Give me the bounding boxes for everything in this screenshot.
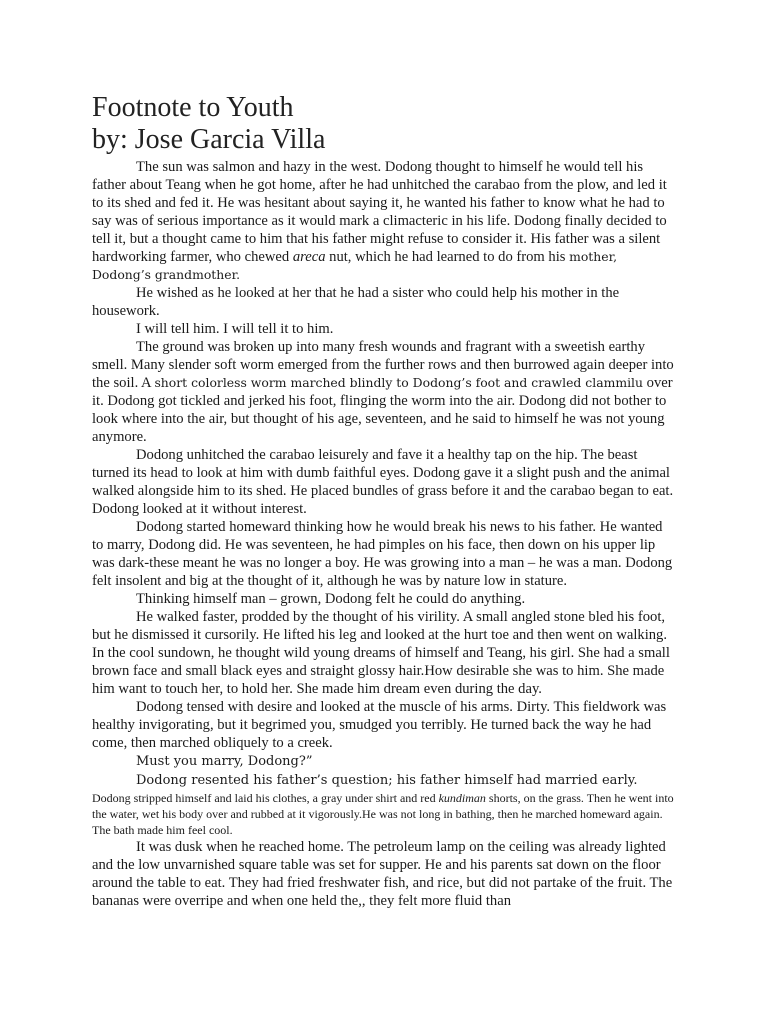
paragraph-9: Dodong tensed with desire and looked at the muscle of his arms. Dirty. This fieldwork was healthy invigorating, but it begrimed you, smudged you terribly. He turned back the way he had come, then marched obliquely to a creek. [92,699,667,751]
document-page [92,92,676,910]
paragraph-10: Must you marry, Dodong?” [136,754,313,769]
title-line-1: Footnote to Youth [92,92,294,123]
paragraph-8: He walked faster, prodded by the thought of his virility. A small angled stone bled his foot, but he dismissed it cursorily. He lifted his leg and looked at the hurt toe and then went on walking. In the cool sundown, he thought wild young dreams of himself and Teang, his girl. She had a small brown face and small black eyes and straight glossy hair.How desirable she was to him. She made him want to touch her, to hold her. She made him dream even during the day. [92,609,670,697]
title-line-2-author: by: Jose Garcia Villa [92,124,326,155]
italic-word: areca [292,249,326,265]
document-title [92,92,676,156]
italic-word: kundiman [438,791,486,805]
story-body [92,158,676,910]
paragraph-11: Dodong resented his father’s question; his father himself had married early. [136,773,638,788]
paragraph-7: Thinking himself man – grown, Dodong felt he could do anything. [136,591,526,607]
paragraph-13: It was dusk when he reached home. The petroleum lamp on the ceiling was already lighted and the low unvarnished square table was set for supper. He and his parents sat down on the floor around the table to eat. They had fried freshwater fish, and rice, but did not partake of the fruit. The bananas were overripe and when one held the,, they felt more fluid than [92,839,673,909]
paragraph-3: I will tell him. I will tell it to him. [136,321,334,337]
paragraph-4: The ground was broken up into many fresh wounds and fragrant with a sweetish earthy smell. Many slender soft worm emerged from the further rows and then burrowed again deeper into the soil. A short colorless worm marched blindly to Dodong’s foot and crawled clammilu over it. Dodong got tickled and jerked his foot, flinging the worm into the air. Dodong did not bother to look where into the air, but thought of his age, seventeen, and he said to himself he was not young anymore. [92,339,674,445]
paragraph-1: The sun was salmon and hazy in the west. Dodong thought to himself he would tell his father about Teang when he got home, after he had unhitched the carabao from the plow, and led it to its shed and fed it. He was hesitant about saying it, he wanted his father to know what he had to say was of serious importance as it would mark a climacteric in his life. Dodong finally decided to tell it, but a thought came to him that his father might refuse to consider it. His father was a silent hardworking farmer, who chewed areca nut, which he had learned to do from his mother, Dodong’s grandmother. [92,159,667,282]
paragraph-6: Dodong started homeward thinking how he would break his news to his father. He wanted to marry, Dodong did. He was seventeen, he had pimples on his face, then down on his upper lip was dark-these meant he was no longer a boy. He was growing into a man – he was a man. Dodong felt insolent and big at the thought of it, although he was by nature low in stature. [92,519,673,589]
paragraph-2: He wished as he looked at her that he had a sister who could help his mother in the housework. [92,285,620,319]
paragraph-5: Dodong unhitched the carabao leisurely and fave it a healthy tap on the hip. The beast turned its head to look at him with dumb faithful eyes. Dodong gave it a slight push and the animal walked alongside him to its shed. He placed bundles of grass before it and the carabao began to eat. Dodong looked at it without interest. [92,447,674,517]
paragraph-12: Dodong stripped himself and laid his clothes, a gray under shirt and red kundiman shorts, on the grass. Then he went into the water, wet his body over and rubbed at it vigorously.He was not long in bathing, then he marched homeward again. The bath made him feel cool. [92,791,674,837]
